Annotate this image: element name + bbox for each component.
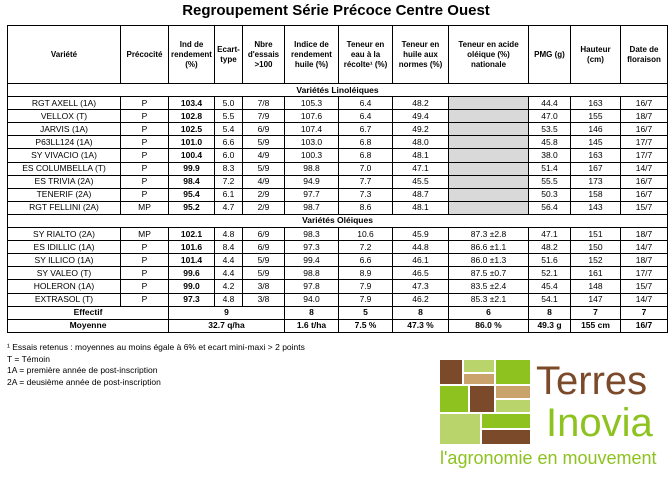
table-cell: MP [121, 201, 169, 214]
table-cell: 98.4 [169, 175, 215, 188]
column-header: PMG (g) [529, 26, 571, 84]
table-row [8, 201, 668, 214]
column-header: Teneur en huile aux normes (%) [393, 26, 449, 84]
table-cell: SY VIVACIO (1A) [8, 149, 121, 162]
table-cell: 7 [571, 306, 621, 319]
table-cell: ES IDILLIC (1A) [8, 241, 121, 254]
table-cell: 155 [571, 110, 621, 123]
table-cell: 101.0 [169, 136, 215, 149]
table-cell: 5/9 [243, 254, 285, 267]
column-header: Précocité [121, 26, 169, 84]
table-cell: 5.5 [215, 110, 243, 123]
logo-tagline: l'agronomie en mouvement [440, 448, 657, 468]
table-cell: 15/7 [621, 201, 668, 214]
table-cell: 8 [529, 306, 571, 319]
table-cell: P [121, 162, 169, 175]
logo-mark [436, 356, 666, 474]
table-row [8, 228, 668, 241]
table-cell: 14/7 [621, 293, 668, 306]
table-cell: 7.2 [339, 241, 393, 254]
table-cell: 15/7 [621, 280, 668, 293]
table-cell: VELLOX (T) [8, 110, 121, 123]
table-cell: 97.3 [169, 293, 215, 306]
effectif-row [8, 306, 668, 319]
table-cell: P [121, 188, 169, 201]
table-cell: 46.1 [393, 254, 449, 267]
table-cell: SY VALEO (T) [8, 267, 121, 280]
section-label: Variétés Oléiques [8, 214, 668, 227]
table-cell: 98.7 [285, 201, 339, 214]
table-cell: TENERIF (2A) [8, 188, 121, 201]
table-cell: SY RIALTO (2A) [8, 228, 121, 241]
table-cell: 101.4 [169, 254, 215, 267]
table-cell: 102.8 [169, 110, 215, 123]
table-cell: 46.2 [393, 293, 449, 306]
table-cell: P [121, 110, 169, 123]
table-cell: 8.6 [339, 201, 393, 214]
table-cell: 8 [393, 306, 449, 319]
table-cell: 5.0 [215, 97, 243, 110]
table-cell: 99.0 [169, 280, 215, 293]
logo-patch [440, 386, 468, 412]
table-cell: 6.4 [339, 97, 393, 110]
table-row [8, 293, 668, 306]
table-cell: 103.0 [285, 136, 339, 149]
column-header: Teneur en eau à la récolte¹ (%) [339, 26, 393, 84]
table-cell [449, 97, 529, 110]
note-1a: 1A = première année de post-inscription [7, 365, 158, 375]
table-cell: 18/7 [621, 228, 668, 241]
table-cell: 146 [571, 123, 621, 136]
table-cell: P63LL124 (1A) [8, 136, 121, 149]
table-cell: 158 [571, 188, 621, 201]
logo-patch [464, 374, 494, 384]
table-cell: 4.2 [215, 280, 243, 293]
table-cell: 7.0 [339, 162, 393, 175]
table-cell: 95.4 [169, 188, 215, 201]
table-cell: 7/9 [243, 110, 285, 123]
table-cell: 167 [571, 162, 621, 175]
table-cell: 45.5 [393, 175, 449, 188]
table-row [8, 188, 668, 201]
table-cell: P [121, 267, 169, 280]
table-cell: 47.1 [393, 162, 449, 175]
table-cell: 48.0 [393, 136, 449, 149]
table-cell: 163 [571, 149, 621, 162]
table-cell: 8.9 [339, 267, 393, 280]
table-cell: 48.1 [393, 149, 449, 162]
table-cell [449, 123, 529, 136]
table-cell: 3/8 [243, 280, 285, 293]
table-cell: 49.4 [393, 110, 449, 123]
table-cell: 14/7 [621, 241, 668, 254]
table-cell: 86.0 % [449, 319, 529, 332]
table-cell: 98.8 [285, 267, 339, 280]
table-cell: 7.5 % [339, 319, 393, 332]
logo-patch [496, 400, 530, 412]
table-cell: 99.6 [169, 267, 215, 280]
table-cell [449, 162, 529, 175]
table-cell: 52.1 [529, 267, 571, 280]
table-cell: RGT FELLINI (2A) [8, 201, 121, 214]
table-cell: 14/7 [621, 162, 668, 175]
table-row [8, 97, 668, 110]
table-cell: 16/7 [621, 175, 668, 188]
table-body [8, 84, 668, 333]
table-cell: RGT AXELL (1A) [8, 97, 121, 110]
table-cell: 5/9 [243, 162, 285, 175]
table-cell: P [121, 280, 169, 293]
table-cell: 102.5 [169, 123, 215, 136]
table-cell: 47.3 [393, 280, 449, 293]
table-row [8, 175, 668, 188]
table-cell: 83.5 ±2.4 [449, 280, 529, 293]
table-cell: 97.7 [285, 188, 339, 201]
logo-patch [482, 430, 530, 444]
table-cell: 155 cm [571, 319, 621, 332]
table-cell: 99.9 [169, 162, 215, 175]
logo-text-terres: Terres [536, 359, 648, 403]
column-header: Ecart-type [215, 26, 243, 84]
table-cell: 49.2 [393, 123, 449, 136]
section-row [8, 84, 668, 97]
table-cell: 5/9 [243, 267, 285, 280]
table-cell: P [121, 241, 169, 254]
table-cell: 152 [571, 254, 621, 267]
results-table [7, 25, 668, 333]
table-cell: 99.4 [285, 254, 339, 267]
table-cell: 5/9 [243, 136, 285, 149]
table-cell: 94.0 [285, 293, 339, 306]
table-cell: 16/7 [621, 188, 668, 201]
table-cell: 161 [571, 267, 621, 280]
table-row [8, 123, 668, 136]
table-cell: 2/9 [243, 188, 285, 201]
table-cell: 100.3 [285, 149, 339, 162]
table-cell: P [121, 136, 169, 149]
column-header: Teneur en acide oléique (%) nationale [449, 26, 529, 84]
table-cell: MP [121, 228, 169, 241]
table-cell: SY ILLICO (1A) [8, 254, 121, 267]
table-cell: 6.4 [339, 110, 393, 123]
table-row [8, 280, 668, 293]
note-essais: ¹ Essais retenus : moyennes au moins égale à 6% et ecart mini-maxi > 2 points [7, 342, 305, 352]
table-cell: 85.3 ±2.1 [449, 293, 529, 306]
table-cell: 4.8 [215, 228, 243, 241]
table-cell: 103.4 [169, 97, 215, 110]
table-cell: 4.4 [215, 254, 243, 267]
table-cell: 8.3 [215, 162, 243, 175]
table-cell [449, 136, 529, 149]
table-cell: 48.7 [393, 188, 449, 201]
table-cell: 6/9 [243, 123, 285, 136]
table-cell: 147 [571, 293, 621, 306]
logo-patch [470, 386, 494, 412]
table-row [8, 110, 668, 123]
table-cell: 45.9 [393, 228, 449, 241]
footnotes [7, 342, 305, 388]
table-cell: 6.7 [339, 123, 393, 136]
table-cell: 107.6 [285, 110, 339, 123]
logo-patch [482, 414, 530, 428]
table-cell: 6.1 [215, 188, 243, 201]
table-cell: 98.8 [285, 162, 339, 175]
table-cell: 5.4 [215, 123, 243, 136]
table-cell: 45.8 [529, 136, 571, 149]
table-cell: 17/7 [621, 136, 668, 149]
logo-patch [496, 360, 530, 384]
table-cell: 46.5 [393, 267, 449, 280]
table-cell: 47.1 [529, 228, 571, 241]
table-cell: HOLERON (1A) [8, 280, 121, 293]
table-cell: 44.4 [529, 97, 571, 110]
table-cell: 102.1 [169, 228, 215, 241]
logo-patch [440, 360, 462, 384]
table-cell: 16/7 [621, 319, 668, 332]
column-header: Indice de rendement huile (%) [285, 26, 339, 84]
table-cell [449, 175, 529, 188]
table-cell: 7.7 [339, 175, 393, 188]
table-cell: 38.0 [529, 149, 571, 162]
table-cell: 10.6 [339, 228, 393, 241]
table-cell: 105.3 [285, 97, 339, 110]
table-cell: 44.8 [393, 241, 449, 254]
table-cell: 107.4 [285, 123, 339, 136]
table-cell: 54.1 [529, 293, 571, 306]
table-cell: JARVIS (1A) [8, 123, 121, 136]
page-title: Regroupement Série Précoce Centre Ouest [182, 2, 490, 19]
table-cell: 48.2 [393, 97, 449, 110]
table-cell: 48.2 [529, 241, 571, 254]
table-cell: 47.3 % [393, 319, 449, 332]
table-cell: 8 [285, 306, 339, 319]
table-cell: 7.2 [215, 175, 243, 188]
table-cell: 163 [571, 97, 621, 110]
table-cell: 7.9 [339, 293, 393, 306]
table-cell: 101.6 [169, 241, 215, 254]
table-cell: 7.3 [339, 188, 393, 201]
table-cell: Moyenne [8, 319, 169, 332]
table-cell: 1.6 t/ha [285, 319, 339, 332]
table-cell: P [121, 254, 169, 267]
table-cell: 95.2 [169, 201, 215, 214]
table-cell: P [121, 123, 169, 136]
table-cell: 6.8 [339, 149, 393, 162]
table-cell [449, 201, 529, 214]
table-cell: 97.3 [285, 241, 339, 254]
table-cell: 7 [621, 306, 668, 319]
table-cell: 17/7 [621, 267, 668, 280]
table-cell: P [121, 175, 169, 188]
table-cell: 17/7 [621, 149, 668, 162]
table-cell: 4/9 [243, 149, 285, 162]
table-cell: EXTRASOL (T) [8, 293, 121, 306]
column-header: Variété [8, 26, 121, 84]
table-cell: 148 [571, 280, 621, 293]
table-cell: 51.4 [529, 162, 571, 175]
note-temoin: T = Témoin [7, 353, 50, 364]
table-cell: 48.1 [393, 201, 449, 214]
table-cell: P [121, 293, 169, 306]
table-cell: 6/9 [243, 228, 285, 241]
table-row [8, 162, 668, 175]
table-cell: 55.5 [529, 175, 571, 188]
table-cell: 6 [449, 306, 529, 319]
table-cell: 150 [571, 241, 621, 254]
logo-patch [464, 360, 494, 372]
table-cell: 50.3 [529, 188, 571, 201]
table-cell: 3/8 [243, 293, 285, 306]
table-cell [449, 110, 529, 123]
moyenne-row [8, 319, 668, 332]
table-cell: 6/9 [243, 241, 285, 254]
table-cell: 2/9 [243, 201, 285, 214]
column-header: Date de floraison [621, 26, 668, 84]
table-cell: 56.4 [529, 201, 571, 214]
table-cell: 86.6 ±1.1 [449, 241, 529, 254]
note-2a: 2A = deusième année de post-inscription [7, 376, 161, 387]
table-row [8, 136, 668, 149]
logo-patch [496, 386, 530, 398]
table-cell: 87.3 ±2.8 [449, 228, 529, 241]
table-cell: 97.8 [285, 280, 339, 293]
column-header: Nbre d'essais >100 [243, 26, 285, 84]
table-row [8, 149, 668, 162]
table-cell: P [121, 97, 169, 110]
table-cell [449, 188, 529, 201]
table-cell [449, 149, 529, 162]
table-cell: 7.9 [339, 280, 393, 293]
table-cell: 49.3 g [529, 319, 571, 332]
table-cell: 16/7 [621, 123, 668, 136]
logo-text-inovia: Inovia [546, 401, 653, 445]
table-cell: 45.4 [529, 280, 571, 293]
table-cell: 173 [571, 175, 621, 188]
table-cell: 51.6 [529, 254, 571, 267]
table-cell: 9 [169, 306, 285, 319]
table-cell: 6.8 [339, 136, 393, 149]
table-cell: 86.0 ±1.3 [449, 254, 529, 267]
table-cell: 4.8 [215, 293, 243, 306]
section-label: Variétés Linoléiques [8, 84, 668, 97]
table-cell: 4.7 [215, 201, 243, 214]
table-cell: 47.0 [529, 110, 571, 123]
table-cell: 6.0 [215, 149, 243, 162]
table-cell: 8.4 [215, 241, 243, 254]
table-cell: 87.5 ±0.7 [449, 267, 529, 280]
table-cell: P [121, 149, 169, 162]
terres-inovia-logo [436, 356, 666, 474]
table-cell: 4.4 [215, 267, 243, 280]
table-cell: 98.3 [285, 228, 339, 241]
table-cell: 7/8 [243, 97, 285, 110]
table-cell: 5 [339, 306, 393, 319]
table-cell: 18/7 [621, 254, 668, 267]
table-cell: 6.6 [215, 136, 243, 149]
logo-patch [440, 414, 480, 444]
table-cell: 32.7 q/ha [169, 319, 285, 332]
header-row [8, 26, 668, 84]
table-cell: 4/9 [243, 175, 285, 188]
table-cell: 100.4 [169, 149, 215, 162]
table-cell: Effectif [8, 306, 169, 319]
table-cell: 143 [571, 201, 621, 214]
table-cell: ES TRIVIA (2A) [8, 175, 121, 188]
table-row [8, 241, 668, 254]
table-cell: 94.9 [285, 175, 339, 188]
column-header: Ind de rendement (%) [169, 26, 215, 84]
table-row [8, 267, 668, 280]
table-cell: 18/7 [621, 110, 668, 123]
column-header: Hauteur (cm) [571, 26, 621, 84]
table-cell: 16/7 [621, 97, 668, 110]
section-row [8, 214, 668, 227]
table-cell: 6.6 [339, 254, 393, 267]
table-cell: 145 [571, 136, 621, 149]
table-cell: 151 [571, 228, 621, 241]
table-cell: 53.5 [529, 123, 571, 136]
table-cell: ES COLUMBELLA (T) [8, 162, 121, 175]
table-row [8, 254, 668, 267]
